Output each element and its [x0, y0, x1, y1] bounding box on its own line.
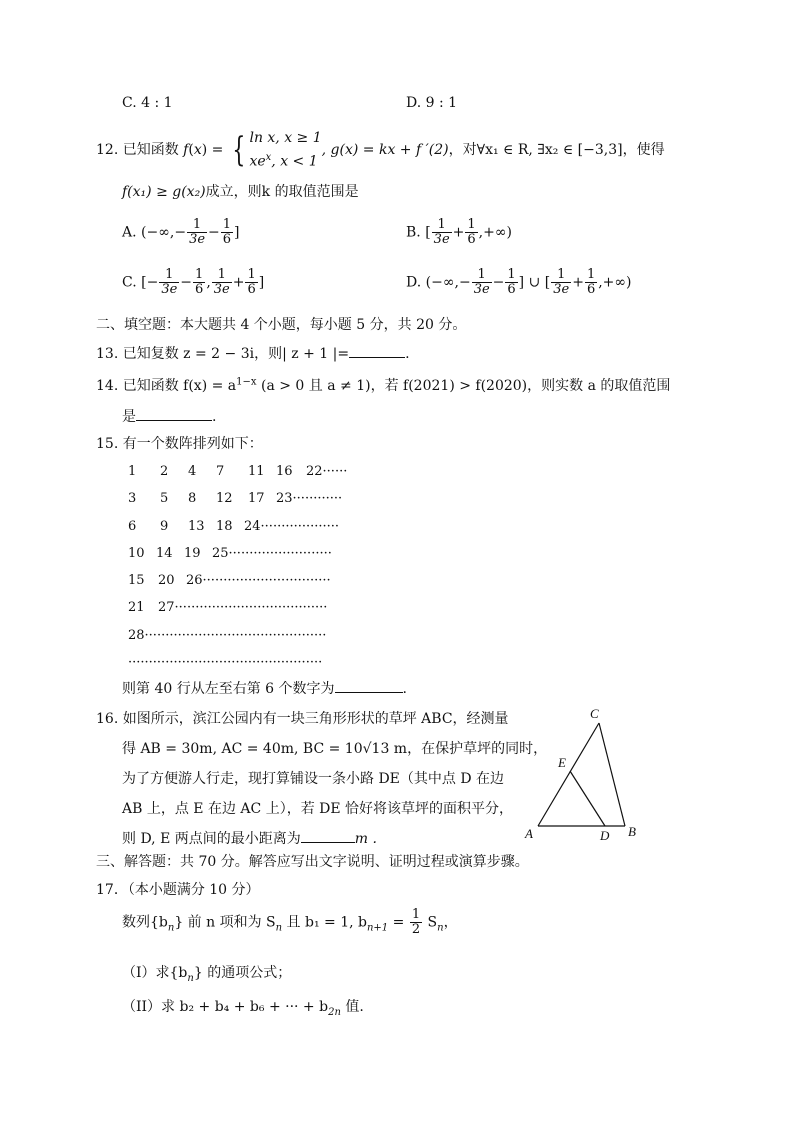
array-row — [128, 649, 347, 676]
q15-ask — [122, 678, 407, 698]
q14-line2 — [122, 406, 216, 426]
q11-option-c: C. 4 : 1 — [122, 95, 173, 111]
q14-text-2: (a > 0 且 a ≠ 1)，若 f(2021) > f(2020)，则实数 a 的取值范围 — [256, 378, 671, 394]
array-row — [128, 567, 347, 594]
array-cell: 1 — [128, 464, 137, 479]
q17-stem-a: 数列{b — [122, 914, 168, 931]
array-row — [128, 594, 347, 621]
q17-part-2-b: 值. — [340, 999, 364, 1015]
q12-ask: 成立，则k 的取值范围是 — [205, 184, 359, 200]
q15-number-array — [128, 458, 347, 676]
q13-answer-blank — [349, 345, 405, 358]
label-d: D — [600, 828, 610, 843]
q12-opt-a-label: A. — [122, 224, 137, 241]
q12-g: , g(x) = kx + f ′(2) — [321, 141, 449, 158]
array-cell: 22······ — [306, 464, 348, 479]
q14-answer-blank — [136, 408, 212, 421]
q11-option-d: D. 9 : 1 — [406, 95, 458, 111]
q13-text: 13. 已知复数 z = 2 − 3i，则| z + 1 |= — [96, 346, 350, 362]
array-cell: 2 — [160, 464, 169, 479]
q12-opt-d-label: D. — [406, 274, 422, 291]
q17-stem-c: 且 b₁ = 1, b — [282, 914, 367, 931]
q15-end: . — [402, 681, 407, 697]
q12-piece-2-tail: , x < 1 — [271, 153, 318, 170]
array-cell: 27····································· — [158, 600, 328, 616]
array-cell: 24··················· — [244, 518, 340, 534]
q13 — [96, 343, 410, 363]
q12-intro: 已知函数 — [122, 141, 179, 158]
array-cell: 14 — [156, 545, 173, 561]
q12-stem: 12. 已知函数 f(x) = { ln x, x ≥ 1 $xe^x$, x < 1 , g(x) = kx + f ′(2)，对∀x₁ ∈ R, ∃x₂ ∈ [−3,3]，使得 — [96, 129, 665, 170]
array-row — [128, 485, 347, 512]
array-cell: 11 — [248, 464, 265, 479]
q17-part-2: （II）求 b₂ + b₄ + b₆ + ··· + $b_{2n}$ 值. — [122, 999, 364, 1018]
array-cell: 9 — [160, 518, 169, 534]
q12-inequality: f(x₁) ≥ g(x₂) — [122, 184, 206, 200]
array-cell: 3 — [128, 491, 137, 507]
q14 — [96, 375, 670, 395]
array-row — [128, 513, 347, 540]
label-a: A — [525, 826, 533, 841]
array-cell: 16 — [276, 464, 293, 479]
q17-part-1-a: （I）求{b — [122, 965, 188, 981]
array-cell: 12 — [216, 491, 233, 507]
q12-opt-b-label: B. — [406, 224, 421, 241]
q12-option-c: C. [− $\frac{1}{3e}$ − $\frac{1}{6}$ , $\frac{1}{3e}$ + $\frac{1}{6}$ ] — [122, 267, 265, 297]
array-row — [128, 622, 347, 649]
q12-opt-c-label: C. — [122, 274, 137, 291]
q17-part-1: （I）求$\{b_n\}$ 的通项公式； — [122, 965, 292, 984]
array-cell: 20 — [158, 573, 175, 589]
array-cell: 18 — [216, 518, 233, 534]
section-2-heading: 二、填空题：本大题共 4 个小题，每小题 5 分，共 20 分。 — [96, 317, 467, 333]
array-cell: 19 — [184, 545, 201, 561]
side-bc — [599, 723, 625, 826]
q14-line2-text: 是 — [122, 409, 136, 425]
array-cell: 28············································ — [128, 627, 327, 643]
q17-stem: 数列$\{b_n\}$ 前 n 项和为 $S_n$ 且 b₁ = 1, $b_{n+1}$ = $\frac{1}{2}$ $S_n$， — [122, 907, 458, 937]
array-cell: 8 — [188, 491, 197, 507]
q17-part-2-a: （II）求 b₂ + b₄ + b₆ + ··· + b — [122, 999, 329, 1015]
q16-answer-blank — [301, 830, 355, 843]
q12-piece-1: ln x, x ≥ 1 — [249, 130, 322, 146]
q17-stem-e: S — [423, 914, 438, 931]
array-cell: 4 — [188, 464, 197, 479]
q12-line2 — [122, 181, 359, 201]
array-cell: 21 — [128, 600, 145, 616]
q16-line-1: 16. 如图所示，滨江公园内有一块三角形形状的草坪 ABC，经测量 — [96, 711, 509, 727]
q16-line-2: 得 AB = 30m, AC = 40m, BC = 10√13 m，在保护草坪的同时， — [122, 741, 548, 757]
array-row — [128, 458, 347, 485]
array-cell: 5 — [160, 491, 169, 507]
q17-title: 17．（本小题满分 10 分） — [96, 882, 260, 898]
q15-answer-blank — [335, 680, 403, 693]
q12-option-b: B. [ $\frac{1}{3e}$ + $\frac{1}{6}$ ,+∞) — [406, 217, 512, 247]
side-ac — [538, 723, 599, 826]
q13-end: . — [405, 346, 410, 362]
q15-stem: 15. 有一个数阵排列如下： — [96, 436, 263, 452]
array-cell: 6 — [128, 518, 137, 534]
q16-line-3: 为了方便游人行走，现打算铺设一条小路 DE（其中点 D 在边 — [122, 771, 505, 787]
q17-part-1-b: } 的通项公式； — [193, 965, 292, 981]
section-3-heading: 三、解答题：共 70 分。解答应写出文字说明、证明过程或演算步骤。 — [96, 854, 529, 870]
segment-de — [570, 771, 605, 826]
q16-line-5 — [96, 824, 547, 854]
q14-exponent: 1−x — [236, 376, 257, 388]
array-row — [128, 540, 347, 567]
array-cell: 17 — [248, 491, 265, 507]
array-cell: 23············ — [276, 491, 343, 507]
q12-condition: ，对∀x₁ ∈ R, ∃x₂ ∈ [−3,3]，使得 — [448, 141, 665, 158]
array-cell: 26······························· — [186, 573, 331, 589]
q12-piece-2: xe — [249, 153, 266, 170]
q12-piece-2-exp: x — [265, 152, 272, 163]
q17-stem-f: ， — [443, 914, 458, 931]
triangle-figure — [520, 705, 650, 845]
q16-line-4: AB 上，点 E 在边 AC 上），若 DE 恰好将该草坪的面积平分， — [122, 801, 514, 817]
array-cell: 7 — [216, 464, 225, 479]
array-cell: 15 — [128, 573, 145, 589]
array-cell: ··············································· — [128, 655, 323, 671]
q16-unit: m . — [354, 831, 377, 847]
q12-piecewise — [249, 128, 321, 172]
array-cell: 13 — [188, 518, 205, 534]
q14-end: . — [212, 409, 217, 425]
q15-ask-text: 则第 40 行从左至右第 6 个数字为 — [122, 681, 335, 697]
label-b: B — [628, 824, 636, 839]
q16-line-5-text: 则 D, E 两点间的最小距离为 — [122, 831, 301, 847]
label-c: C — [590, 706, 599, 721]
q12-number: 12. — [96, 141, 119, 158]
q17-stem-b: } 前 n 项和为 S — [174, 914, 276, 931]
array-cell: 25························· — [212, 545, 332, 561]
array-cell: 10 — [128, 545, 145, 561]
q12-option-a: A. (−∞,− $\frac{1}{3e}$ − $\frac{1}{6}$ ] — [122, 217, 240, 247]
q14-text-1: 14. 已知函数 f(x) = a — [96, 378, 237, 394]
q12-option-d: D. (−∞,− $\frac{1}{3e}$ − $\frac{1}{6}$ ] ∪ [ $\frac{1}{3e}$ + $\frac{1}{6}$ ,+∞) — [406, 267, 632, 297]
q17-stem-d: = — [388, 914, 409, 931]
q16-text — [96, 704, 547, 854]
label-e: E — [558, 755, 566, 770]
